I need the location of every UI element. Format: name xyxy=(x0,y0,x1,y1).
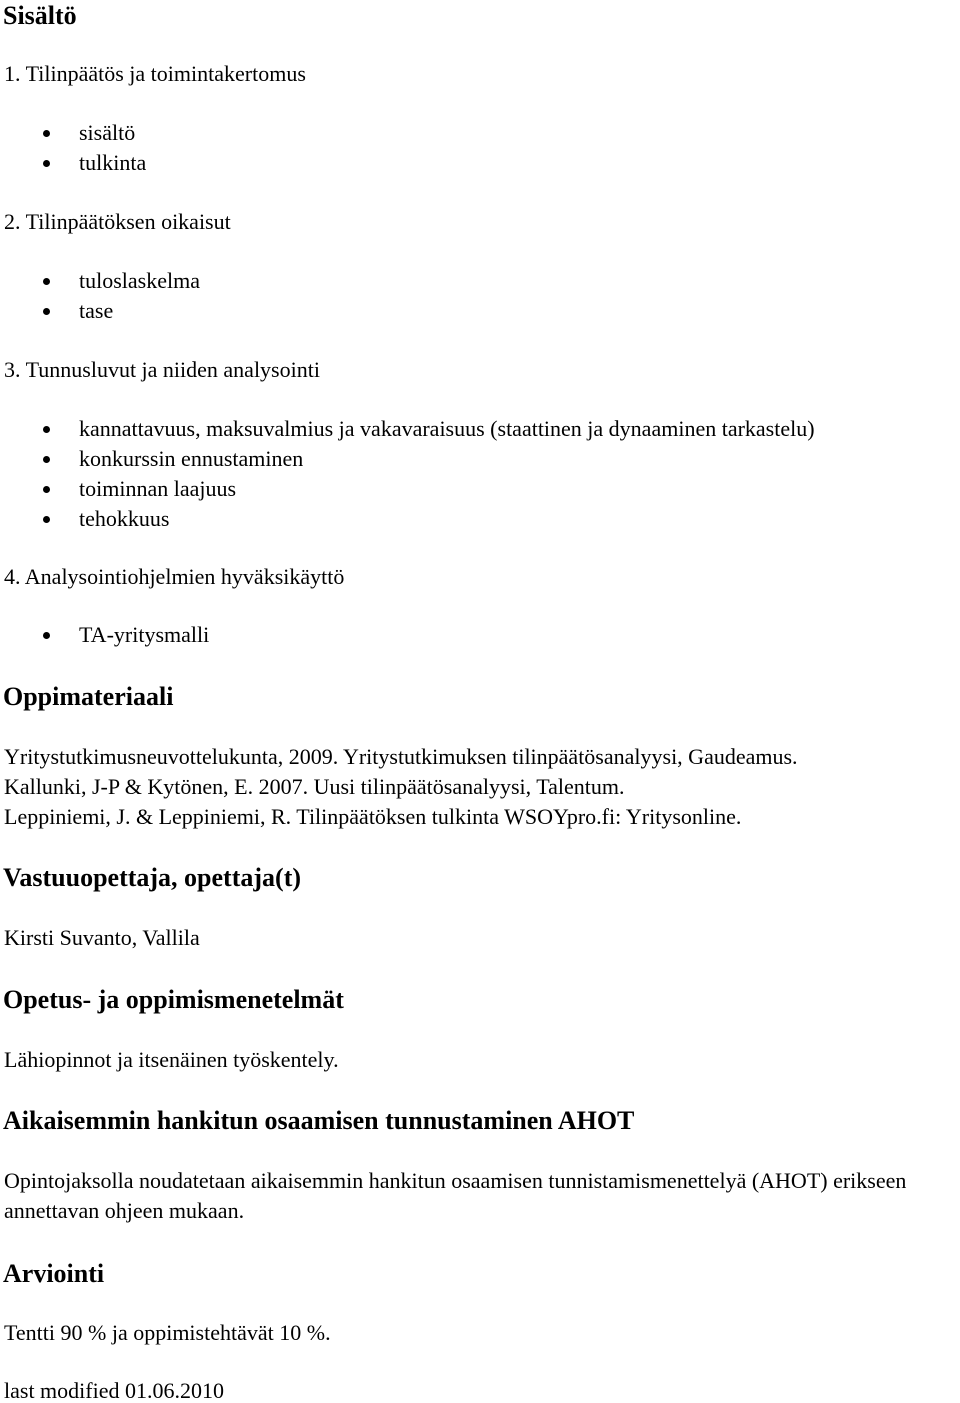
ahot-heading: Aikaisemmin hankitun osaamisen tunnustaminen AHOT xyxy=(3,1106,635,1135)
materials-heading: Oppimateriaali xyxy=(3,682,174,711)
list-item: tulkinta xyxy=(79,150,147,175)
ahot-text: Opintojaksolla noudatetaan aikaisemmin hankitun osaamisen tunnistamismenettelyä (AHOT) erikseen annettavan ohjeen mukaan. xyxy=(4,1168,907,1223)
list-item: kannattavuus, maksuvalmius ja vakavaraisuus (staattinen ja dynaaminen tarkastelu) xyxy=(79,416,815,441)
list-item: tehokkuus xyxy=(79,506,170,531)
section-heading: 2. Tilinpäätöksen oikaisut xyxy=(4,209,231,234)
section-heading: 1. Tilinpäätös ja toimintakertomus xyxy=(4,61,306,86)
last-modified: last modified 01.06.2010 xyxy=(4,1378,224,1403)
bullet-icon xyxy=(43,486,50,493)
bullet-icon xyxy=(43,278,50,285)
list-item: konkurssin ennustaminen xyxy=(79,446,304,471)
bullet-icon xyxy=(43,632,50,639)
list-item: TA-yritysmalli xyxy=(79,622,210,647)
teachers-text: Kirsti Suvanto, Vallila xyxy=(4,925,200,950)
methods-text: Lähiopinnot ja itsenäinen työskentely. xyxy=(4,1047,339,1072)
section-heading: 3. Tunnusluvut ja niiden analysointi xyxy=(4,357,320,382)
assessment-text: Tentti 90 % ja oppimistehtävät 10 %. xyxy=(4,1320,331,1345)
methods-heading: Opetus- ja oppimismenetelmät xyxy=(3,985,344,1014)
bullet-icon xyxy=(43,130,50,137)
bullet-icon xyxy=(43,516,50,523)
bullet-icon xyxy=(43,456,50,463)
bullet-icon xyxy=(43,308,50,315)
teachers-heading: Vastuuopettaja, opettaja(t) xyxy=(3,863,302,892)
list-item: toiminnan laajuus xyxy=(79,476,237,501)
assessment-heading: Arviointi xyxy=(3,1259,105,1288)
material-line: Leppiniemi, J. & Leppiniemi, R. Tilinpäätöksen tulkinta WSOYpro.fi: Yritysonline. xyxy=(4,804,742,829)
bullet-icon xyxy=(43,160,50,167)
material-line: Yritystutkimusneuvottelukunta, 2009. Yritystutkimuksen tilinpäätösanalyysi, Gaudeamus. xyxy=(4,744,798,769)
list-item: tase xyxy=(79,298,114,323)
material-line: Kallunki, J-P & Kytönen, E. 2007. Uusi tilinpäätösanalyysi, Talentum. xyxy=(4,774,625,799)
content-title: Sisältö xyxy=(3,1,77,30)
bullet-icon xyxy=(43,426,50,433)
section-heading: 4. Analysointiohjelmien hyväksikäyttö xyxy=(4,564,345,589)
list-item: sisältö xyxy=(79,120,136,145)
list-item: tuloslaskelma xyxy=(79,268,200,293)
